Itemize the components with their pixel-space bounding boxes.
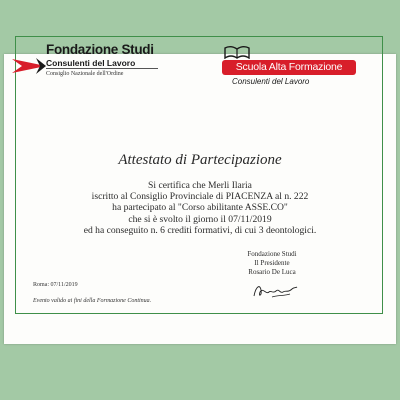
red-arrow-icon — [12, 58, 48, 74]
fondazione-title: Fondazione Studi — [46, 42, 154, 57]
open-book-icon — [224, 45, 250, 59]
certificate-line: iscritto al Consiglio Provinciale di PIACENZA al n. 222 — [91, 191, 309, 203]
certificate-line: ha partecipato al "Corso abilitante ASSE.CO" — [112, 202, 288, 214]
logo-divider — [46, 68, 158, 69]
certificate-heading: Attestato di Partecipazione — [118, 152, 282, 168]
certificate-frame — [15, 36, 383, 314]
certificate-line: Si certifica che Merli Ilaria — [148, 180, 252, 191]
president-block — [236, 250, 308, 277]
scuola-banner: Scuola Alta Formazione — [222, 60, 356, 75]
fondazione-subtitle: Consulenti del Lavoro — [46, 58, 136, 68]
signature-icon — [252, 282, 298, 300]
certificate-body — [0, 180, 400, 236]
fondazione-caption: Consiglio Nazionale dell'Ordine — [46, 71, 124, 77]
certificate-line: ed ha conseguito n. 6 crediti formativi, di cui 3 deontologici. — [83, 224, 317, 236]
president-org: Fondazione Studi — [247, 250, 297, 258]
scuola-subtitle: Consulenti del Lavoro — [232, 77, 310, 86]
certificate-line: che si è svolto il giorno il 07/11/2019 — [128, 213, 272, 225]
president-name: Rosario De Luca — [248, 268, 296, 276]
president-role: Il Presidente — [254, 259, 290, 267]
validity-note: Evento valido ai fini della Formazione Continua. — [33, 298, 152, 304]
issue-date: Roma: 07/11/2019 — [33, 282, 78, 288]
